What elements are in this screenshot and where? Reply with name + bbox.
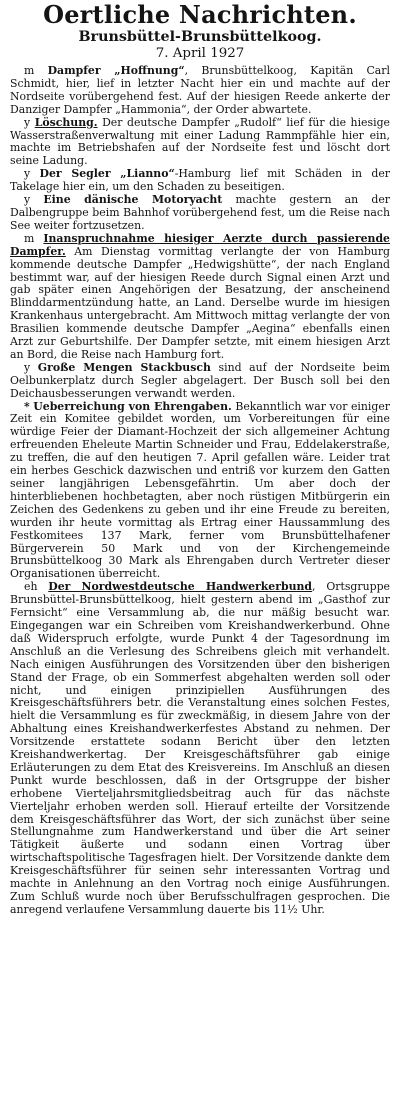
article-heading: Der Nordwestdeutsche Handwerkerbund xyxy=(48,580,313,594)
author-mark: m xyxy=(24,231,35,245)
author-mark: * xyxy=(24,399,30,413)
article-motoryacht xyxy=(10,194,390,233)
article-body: machte gestern an der Dalbengruppe beim Bahnhof vorübergehend fest, um die Reise nach See weiter fortzusetzen. xyxy=(10,193,390,232)
article-heading: Der Segler „Lianno“ xyxy=(39,167,175,181)
author-mark: eh xyxy=(24,580,38,594)
location-subheading: Brunsbüttel-Brunsbüttelkoog. xyxy=(78,29,322,45)
article-heading: Dampfer „Hoffnung“ xyxy=(47,64,185,77)
article-body: Bekanntlich war vor einiger Zeit ein Komitee gebildet worden, um Vorbereitungen für eine würdige Feier der Diamant-Hochzeit der sich allgemeiner Achtung erfreuenden Eheleute Martin Schneider und Frau, Eddelakerstraße, zu treffen, die auf den heutigen 7. April gefallen wäre. Leider trat ein herbes Geschick dazwischen und entriß vor kurzem den Gatten seiner langjährigen Lebensgefährtin. Um aber doch der hinterbliebenen hochbetagten, aber noch rüstigen Mitbürgerin ein Zeichen des Gedenkens zu geben und ihr eine Freude zu bereiten, wurden ihr heute vormittag als Ertrag einer Haussammlung des Festkomitees 137 Mark, ferner vom Brunsbüttelhafener Bürgerverein 50 Mark und von der Kirchengemeinde Brunsbüttelkoog 30 Mark als Ehrengaben durch Vertreter dieser Organisationen überreicht. xyxy=(10,399,390,581)
author-mark: m xyxy=(24,64,35,77)
article-body: -Hamburg lief mit Schäden in der Takelage hier ein, um den Schaden zu beseitigen. xyxy=(10,167,390,194)
article-body: , Ortsgruppe Brunsbüttel-Brunsbüttelkoog, hielt gestern abend im „Gasthof zur Fernsicht“ eine Versammlung ab, die nur mäßig besucht war. Eingegangen war ein Schreiben vom Kreishandwerkerbund. Ohne daß Widerspruch erfolgte, wurde Punkt 4 der Tagesordnung im Anschluß an die Verlesung des Schreibens gleich mit verhandelt. Nach einigen Ausführungen des Vorsitzenden über den bisherigen Stand der Frage, ob ein Sommerfest abgehalten werden soll oder nicht, und einigen prinzipiellen Ausführungen des Kreisgeschäftsführers betr. die Veranstaltung eines solchen Festes, hielt die Versammlung es für zweckmäßig, in diesem Jahre von der Abhaltung eines Kreishandwerkerfestes Abstand zu nehmen. Der Vorsitzende erstattete sodann Bericht über den letzten Kreishandwerkertag. Der Kreisgeschäftsführer gab einige Erläuterungen zu dem Etat des Kreisvereins. Im Anschluß an diesen Punkt wurde beschlossen, daß in der Ortsgruppe der bisher erhobene Vierteljahrsmitgliedsbeitrag auch für das nächste Vierteljahr erhoben werden soll. Hierauf erteilte der Vorsitzende dem Kreisgeschäftsführer das Wort, der sich zunächst über seine Stellungnahme zum Handwerkerstand und über die Art seiner Tätigkeit äußerte und sodann einen Vortrag über wirtschaftspolitische Tagesfragen hielt. Der Vorsitzende dankte dem Kreisgeschäftsführer für seinen sehr interessanten Vortrag und machte in Anlehnung an den Vortrag noch einige Ausführungen. Zum Schluß wurde noch über Berufsschulfragen gesprochen. Die anregend verlaufene Versammlung dauerte bis 11½ Uhr. xyxy=(10,580,391,916)
article-body: , Brunsbüttelkoog, Kapitän Carl Schmidt, hier, lief in letzter Nacht hier ein und machte auf der Nordseite vorübergehend fest. Auf der hiesigen Reede ankerte der Danziger Dampfer „Hammonia“, der Order abwartete. xyxy=(10,64,390,116)
article-stackbusch xyxy=(10,362,390,401)
author-mark: y xyxy=(24,360,31,374)
article-dampfer-hoffnung xyxy=(10,65,390,117)
article-handwerkerbund xyxy=(10,581,390,917)
author-mark: y xyxy=(24,115,31,129)
author-mark: y xyxy=(24,193,31,207)
article-ehrengaben xyxy=(10,401,390,582)
article-body: sind auf der Nordseite beim Oelbunkerplatz durch Segler abgelagert. Der Busch soll bei den Deichausbesserungen verwandt werden. xyxy=(10,360,391,400)
section-headline: Oertliche Nachrichten. xyxy=(43,0,357,29)
article-loeschung xyxy=(10,117,390,169)
article-body: Der deutsche Dampfer „Rudolf“ lief für die hiesige Wasserstraßenverwaltung mit einer Ladung Rammpfähle hier ein, machte im Betriebshafen auf der Nordseite fest und löscht dort seine Ladung. xyxy=(10,115,390,168)
masthead xyxy=(10,0,390,62)
dateline: 7. April 1927 xyxy=(155,46,245,61)
article-segler-lianno xyxy=(10,168,390,194)
article-body: Am Dienstag vormittag verlangte der von Hamburg kommende deutsche Dampfer „Hedwigshütte“, der nach England bestimmt war, auf der hiesigen Reede durch Signal einen Arzt und gab später einen Angehörigen der Besatzung, der anscheinend Blinddarmentzündung hatte, an Land. Derselbe wurde im hiesigen Krankenhaus untergebracht. Am Mittwoch mittag verlangte der von Brasilien kommende deutsche Dampfer „Aegina“ ebenfalls einen Arzt zur Geburtshilfe. Der Dampfer setzte, mit einem hiesigen Arzt an Bord, die Reise nach Hamburg fort. xyxy=(10,244,390,361)
article-heading: Ueberreichung von Ehrengaben. xyxy=(33,399,232,413)
article-aerzte-dampfer xyxy=(10,233,390,362)
article-heading: Inanspruchnahme hiesiger Aerzte durch passierende Dampfer. xyxy=(10,231,390,258)
article-heading: Eine dänische Motoryacht xyxy=(43,193,223,207)
article-heading: Große Mengen Stackbusch xyxy=(37,360,211,374)
article-heading: Löschung. xyxy=(34,115,98,129)
author-mark: y xyxy=(24,167,31,181)
